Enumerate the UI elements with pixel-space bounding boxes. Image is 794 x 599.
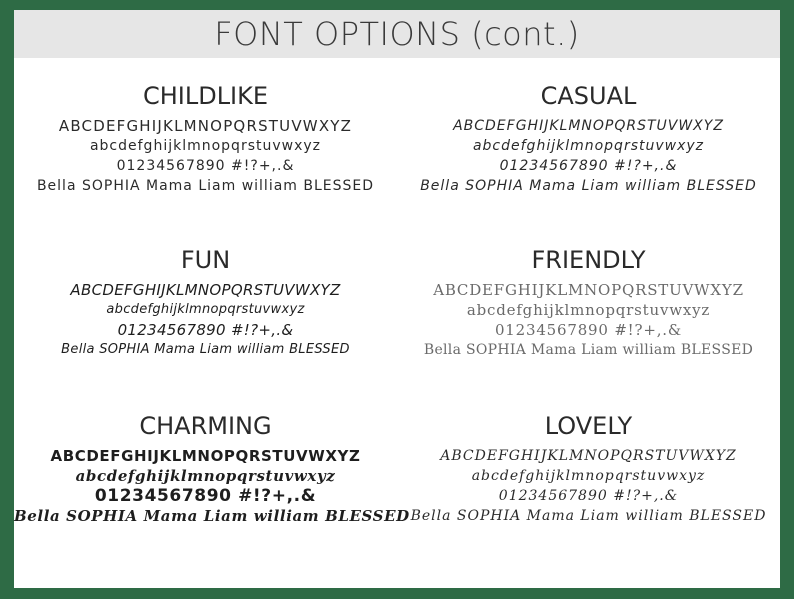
digits-sample: 01234567890 #!?+,.& bbox=[494, 321, 683, 339]
uppercase-sample: ABCDEFGHIJKLMNOPQRSTUVWXYZ bbox=[453, 118, 724, 134]
font-sample-casual bbox=[397, 82, 780, 196]
uppercase-sample: ABCDEFGHIJKLMNOPQRSTUVWXYZ bbox=[58, 117, 353, 135]
digits-sample: 01234567890 #!?+,.& bbox=[117, 321, 294, 339]
font-name: FRIENDLY bbox=[531, 246, 646, 274]
digits-sample: 01234567890 #!?+,.& bbox=[94, 486, 317, 506]
header-bar bbox=[14, 10, 780, 58]
uppercase-sample: ABCDEFGHIJKLMNOPQRSTUVWXYZ bbox=[433, 281, 744, 299]
digits-sample: 01234567890 #!?+,.& bbox=[498, 488, 679, 504]
uppercase-sample: ABCDEFGHIJKLMNOPQRSTUVWXYZ bbox=[440, 448, 737, 464]
lowercase-sample: abcdefghijklmnopqrstuvwxyz bbox=[471, 468, 706, 484]
uppercase-sample: ABCDEFGHIJKLMNOPQRSTUVWXYZ bbox=[50, 447, 361, 465]
digits-sample: 01234567890 #!?+,.& bbox=[116, 158, 295, 174]
font-sample-friendly bbox=[397, 246, 780, 360]
font-sample-charming bbox=[14, 412, 410, 526]
names-sample: Bella SOPHIA Mama Liam william BLESSED bbox=[61, 342, 350, 357]
names-sample: Bella SOPHIA Mama Liam william BLESSED bbox=[410, 508, 767, 524]
font-options-panel bbox=[14, 10, 780, 588]
font-name: CHILDLIKE bbox=[142, 82, 269, 110]
names-sample: Bella SOPHIA Mama Liam william BLESSED bbox=[14, 507, 410, 525]
font-sample-lovely bbox=[397, 412, 780, 526]
font-sample-fun bbox=[14, 246, 397, 360]
lowercase-sample: abcdefghijklmnopqrstuvwxyz bbox=[106, 302, 305, 317]
lowercase-sample: abcdefghijklmnopqrstuvwxyz bbox=[466, 301, 711, 319]
names-sample: Bella SOPHIA Mama Liam william BLESSED bbox=[420, 178, 757, 194]
page-title: FONT OPTIONS (cont.) bbox=[214, 15, 580, 53]
lowercase-sample: abcdefghijklmnopqrstuvwxyz bbox=[75, 467, 336, 485]
font-sample-childlike bbox=[14, 82, 397, 196]
lowercase-sample: abcdefghijklmnopqrstuvwxyz bbox=[472, 138, 705, 154]
uppercase-sample: ABCDEFGHIJKLMNOPQRSTUVWXYZ bbox=[70, 281, 341, 299]
font-name: CASUAL bbox=[540, 82, 637, 110]
font-name: LOVELY bbox=[544, 412, 633, 440]
font-name: CHARMING bbox=[139, 412, 272, 440]
font-name: FUN bbox=[180, 246, 231, 274]
names-sample: Bella SOPHIA Mama Liam william BLESSED bbox=[36, 178, 375, 194]
digits-sample: 01234567890 #!?+,.& bbox=[499, 158, 678, 174]
names-sample: Bella SOPHIA Mama Liam william BLESSED bbox=[423, 342, 754, 358]
lowercase-sample: abcdefghijklmnopqrstuvwxyz bbox=[89, 138, 322, 154]
